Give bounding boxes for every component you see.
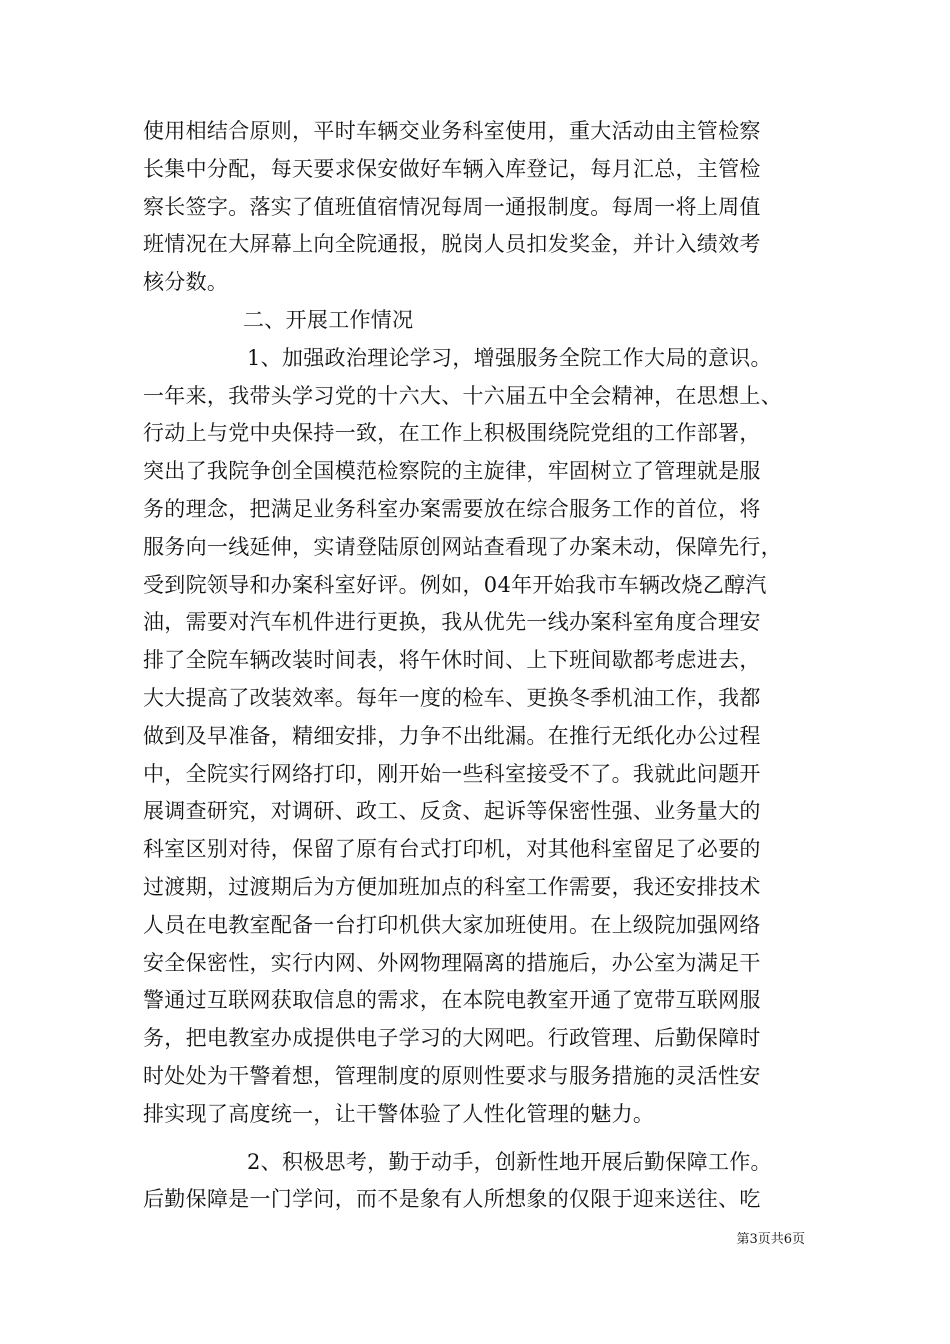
text-line: 科室区别对待，保留了原有台式打印机，对其他科室留足了必要的 [143, 837, 761, 862]
text-line: 油，需要对汽车机件进行更换，我从优先一线办案科室角度合理安 [143, 610, 761, 635]
text-line: 大大提高了改装效率。每年一度的检车、更换冬季机油工作，我都 [143, 685, 761, 710]
text-line: 务，把电教室办成提供电子学习的大网吧。行政管理、后勤保障时 [143, 1026, 761, 1051]
text-line: 做到及早准备，精细安排，力争不出纰漏。在推行无纸化办公过程 [143, 723, 761, 748]
text-line: 排实现了高度统一，让干警体验了人性化管理的魅力。 [143, 1101, 655, 1126]
text-line: 务的理念，把满足业务科室办案需要放在综合服务工作的首位，将 [143, 496, 761, 521]
text-line: 人员在电教室配备一台打印机供大家加班使用。在上级院加强网络 [143, 912, 761, 937]
text-line: 长集中分配，每天要求保安做好车辆入库登记，每月汇总，主管检 [143, 156, 761, 181]
text-line: 中，全院实行网络打印，刚开始一些科室接受不了。我就此问题开 [143, 761, 761, 786]
text-line: 班情况在大屏幕上向全院通报，脱岗人员扣发奖金，并计入绩效考 [143, 232, 761, 257]
paragraph-gap [143, 1134, 823, 1144]
text-line: 后勤保障是一门学问，而不是象有人所想象的仅限于迎来送往、吃 [143, 1187, 761, 1212]
text-line: 时处处为干警着想，管理制度的原则性要求与服务措施的灵活性安 [143, 1063, 761, 1088]
page-number: 第3页共6页 [736, 1232, 805, 1247]
text-line: 使用相结合原则，平时车辆交业务科室使用，重大活动由主管检察 [143, 119, 761, 143]
text-line: 察长签字。落实了值班值宿情况每周一通报制度。每周一将上周值 [143, 194, 761, 219]
text-line: 安全保密性，实行内网、外网物理隔离的措施后，办公室为满足干 [143, 950, 761, 975]
text-line: 过渡期，过渡期后为方便加班加点的科室工作需要，我还安排技术 [143, 874, 761, 899]
text-line: 突出了我院争创全国模范检察院的主旋律，牢固树立了管理就是服 [143, 459, 761, 484]
text-line: 一年来，我带头学习党的十六大、十六届五中全会精神，在思想上、 [143, 383, 782, 408]
paragraph-first-line: 1、加强政治理论学习，增强服务全院工作大局的意识。 [247, 345, 772, 370]
text-line: 行动上与党中央保持一致，在工作上积极围绕院党组的工作部署， [143, 421, 761, 446]
document-body [143, 113, 823, 1219]
text-line: 警通过互联网获取信息的需求，在本院电教室开通了宽带互联网服 [143, 988, 761, 1013]
text-line: 核分数。 [143, 270, 229, 295]
section-heading: 二、开展工作情况 [243, 307, 414, 332]
text-line: 展调查研究，对调研、政工、反贪、起诉等保密性强、业务量大的 [143, 799, 761, 824]
text-line: 排了全院车辆改装时间表，将午休时间、上下班间歇都考虑进去， [143, 648, 761, 673]
text-line: 受到院领导和办案科室好评。例如，04年开始我市车辆改烧乙醇汽 [143, 572, 767, 597]
paragraph-first-line: 2、积极思考，勤于动手，创新性地开展后勤保障工作。 [247, 1149, 772, 1174]
text-line: 服务向一线延伸，实请登陆原创网站查看现了办案未动，保障先行， [143, 534, 782, 559]
